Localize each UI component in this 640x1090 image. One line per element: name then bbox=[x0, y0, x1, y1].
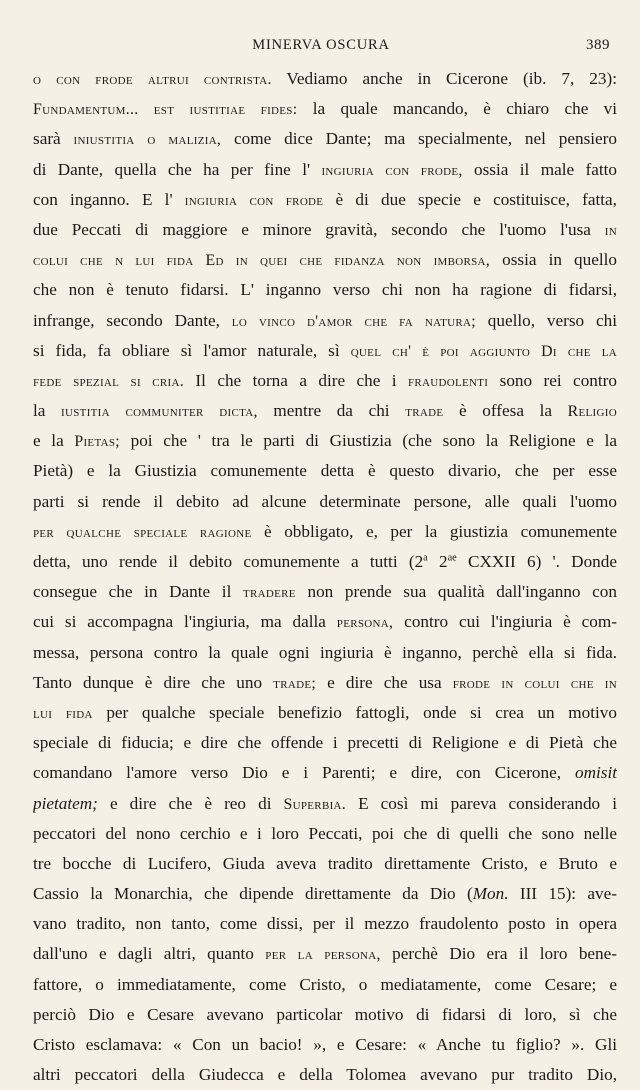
text-line bbox=[33, 879, 617, 909]
small-caps-text: per qualche speciale ragione bbox=[33, 523, 252, 541]
body-text bbox=[33, 64, 617, 1090]
text-run: con inganno. E l' bbox=[33, 189, 185, 209]
text-line bbox=[33, 939, 617, 969]
text-run: cui si accompagna l'ingiuria, ma dalla bbox=[33, 612, 337, 632]
text-run: speciale di fiducia; e dire che offende i precetti di Religione e di Pietà che bbox=[33, 733, 617, 753]
text-run: comandano l'amore verso Dio e i Parenti; e dire, con Cicerone, bbox=[33, 763, 575, 783]
text-line bbox=[33, 819, 617, 849]
italic-text: pietatem; bbox=[33, 793, 98, 813]
text-run: Pietà) e la Giustizia comunemente detta è questo divario, che per esse bbox=[33, 461, 617, 481]
page-number: 389 bbox=[586, 37, 610, 53]
text-line bbox=[33, 909, 617, 939]
text-run: di Dante, quella che ha per fine l' bbox=[33, 159, 322, 179]
small-caps-text: Superbia. bbox=[283, 795, 347, 813]
text-line bbox=[33, 306, 617, 336]
text-run: si fida, fa obliare sì l'amor naturale, sì bbox=[33, 340, 351, 360]
text-line bbox=[33, 1030, 617, 1060]
text-run: detta, uno rende il debito comunemente a tutti (2 bbox=[33, 552, 424, 571]
text-line bbox=[33, 789, 617, 819]
small-caps-text: ingiuria con frode bbox=[184, 191, 324, 209]
text-run: messa, persona contro la quale ogni ingiuria è inganno, perchè ella si fida. bbox=[33, 642, 617, 662]
text-run: CXXII 6) '. Donde bbox=[456, 552, 617, 571]
text-line bbox=[33, 185, 617, 215]
text-line bbox=[33, 396, 617, 426]
text-run: Tanto dunque è dire che uno bbox=[33, 672, 274, 692]
text-run: parti si rende il debito ad alcune determinate persone, alle quali l'uomo bbox=[33, 491, 617, 511]
text-line bbox=[33, 366, 617, 396]
text-run: 2 bbox=[427, 552, 448, 571]
text-line bbox=[33, 215, 617, 245]
text-run: e la bbox=[33, 431, 75, 451]
text-run: perciò Dio e Cesare avevano particolar motivo di fidarsi di loro, sì che bbox=[33, 1004, 617, 1024]
small-caps-text: iniustitia o malizia, bbox=[73, 131, 222, 149]
text-line bbox=[33, 1000, 617, 1030]
text-run: e dire che usa bbox=[316, 672, 453, 692]
text-run: è obbligato, e, per la giustizia comunemente bbox=[251, 521, 617, 541]
text-run: III 15): ave- bbox=[508, 884, 617, 904]
text-line bbox=[33, 728, 617, 758]
text-line bbox=[33, 1060, 617, 1090]
superscript-text: a bbox=[423, 552, 428, 564]
small-caps-text: o con frode altrui contrista. bbox=[33, 71, 272, 88]
text-line bbox=[33, 698, 617, 728]
text-run: quello, verso chi bbox=[475, 310, 617, 330]
text-line bbox=[33, 517, 617, 547]
text-run: e dire che è reo di bbox=[97, 793, 284, 813]
small-caps-text: iustitia communiter dicta, bbox=[61, 403, 258, 421]
small-caps-text: trade bbox=[405, 403, 444, 421]
running-head: MINERVA OSCURA bbox=[252, 37, 390, 53]
superscript-text: ae bbox=[447, 552, 457, 564]
small-caps-text: trade; bbox=[273, 674, 317, 692]
text-line bbox=[33, 336, 617, 366]
text-line bbox=[33, 64, 617, 94]
text-run: la quale mancando, è chiaro che vi bbox=[297, 99, 617, 119]
text-run: sono rei contro bbox=[488, 370, 617, 390]
italic-text: Mon. bbox=[472, 884, 509, 904]
text-run: è di due specie e costituisce, fatta, bbox=[323, 189, 617, 209]
small-caps-text: Pietas; bbox=[74, 433, 120, 451]
text-line bbox=[33, 426, 617, 456]
text-run: dall'uno e dagli altri, quanto bbox=[33, 944, 266, 964]
small-caps-text: tradere bbox=[243, 584, 296, 602]
text-run: tre bocche di Lucifero, Giuda aveva tradito direttamente Cristo, e Bruto e bbox=[33, 853, 617, 873]
text-run: infrange, secondo Dante, bbox=[33, 310, 232, 330]
text-run: ossia il male fatto bbox=[462, 159, 617, 179]
text-run: due Peccati di maggiore e minore gravità, secondo che l'uomo l'usa bbox=[33, 219, 605, 239]
text-run: Vediamo anche in Cicerone (ib. 7, 23): bbox=[271, 69, 617, 88]
text-run: come dice Dante; ma specialmente, nel pensiero bbox=[221, 129, 617, 149]
text-run: mentre da chi bbox=[257, 401, 406, 421]
small-caps-text: per la persona, bbox=[265, 946, 381, 964]
text-run: E così mi pareva considerando i bbox=[346, 793, 617, 813]
text-line bbox=[33, 275, 617, 305]
text-line bbox=[33, 124, 617, 154]
text-run: poi che ' tra le parti di Giustizia (che sono la Religione e la bbox=[119, 431, 617, 451]
small-caps-text: lo vinco d'amor che fa natura; bbox=[231, 312, 476, 330]
small-caps-text: quel ch' è poi aggiunto Di che la bbox=[350, 342, 617, 360]
text-run: altri peccatori della Giudecca e della Tolomea avevano pur tradito Dio, bbox=[33, 1065, 617, 1085]
text-run: fattore, o immediatamente, come Cristo, o mediatamente, come Cesare; e bbox=[33, 974, 617, 994]
text-line bbox=[33, 94, 617, 124]
text-line bbox=[33, 607, 617, 637]
text-run: che non è tenuto fidarsi. L' inganno verso chi non ha ragione di fidarsi, bbox=[33, 280, 617, 300]
small-caps-text: in bbox=[604, 221, 617, 239]
italic-text: omisit bbox=[574, 763, 617, 783]
small-caps-text: frode in colui che in bbox=[452, 674, 617, 692]
text-run: Cristo esclamava: « Con un bacio! », e Cesare: « Anche tu figlio? ». Gli bbox=[33, 1035, 617, 1054]
text-line bbox=[33, 456, 617, 486]
text-run: contro cui l'ingiuria è com- bbox=[393, 612, 617, 632]
text-run: consegue che in Dante il bbox=[33, 582, 243, 602]
small-caps-text: ingiuria con frode, bbox=[321, 161, 463, 179]
text-run: Il che torna a dire che i bbox=[184, 370, 408, 390]
text-run: non prende sua qualità dall'inganno con bbox=[295, 582, 617, 602]
text-run: peccatori del nono cerchio e i loro Peccati, poi che di quelli che sono nelle bbox=[33, 823, 617, 843]
text-run: è offesa la bbox=[443, 401, 568, 421]
text-line bbox=[33, 638, 617, 668]
small-caps-text: fede spezial si cria. bbox=[33, 372, 185, 390]
text-run: la bbox=[33, 401, 62, 421]
text-line bbox=[33, 758, 617, 788]
text-run: vano tradito, non tanto, come dissi, per il mezzo fraudolento posto in opera bbox=[33, 914, 617, 934]
text-run: sarà bbox=[33, 129, 74, 149]
page-header bbox=[32, 37, 610, 57]
text-line bbox=[33, 547, 617, 577]
text-line bbox=[33, 849, 617, 879]
text-run: ossia in quello bbox=[490, 250, 617, 270]
text-run: per qualche speciale benefizio fattogli, onde si crea un motivo bbox=[92, 702, 617, 722]
text-line bbox=[33, 668, 617, 698]
small-caps-text: persona, bbox=[336, 614, 394, 632]
text-line bbox=[33, 245, 617, 275]
text-line bbox=[33, 577, 617, 607]
small-caps-text: fraudolenti bbox=[407, 372, 489, 390]
text-line bbox=[33, 155, 617, 185]
small-caps-text: lui fida bbox=[33, 704, 93, 722]
small-caps-text: Religio bbox=[567, 403, 617, 421]
small-caps-text: Fundamentum... est iustitiae fides: bbox=[33, 101, 298, 119]
text-run: perchè Dio era il loro bene- bbox=[380, 944, 617, 964]
text-run: Cassio la Monarchia, che dipende direttamente da Dio ( bbox=[33, 884, 473, 904]
text-line bbox=[33, 970, 617, 1000]
small-caps-text: colui che n lui fida Ed in quei che fidanza non imborsa, bbox=[33, 252, 491, 270]
text-line bbox=[33, 487, 617, 517]
